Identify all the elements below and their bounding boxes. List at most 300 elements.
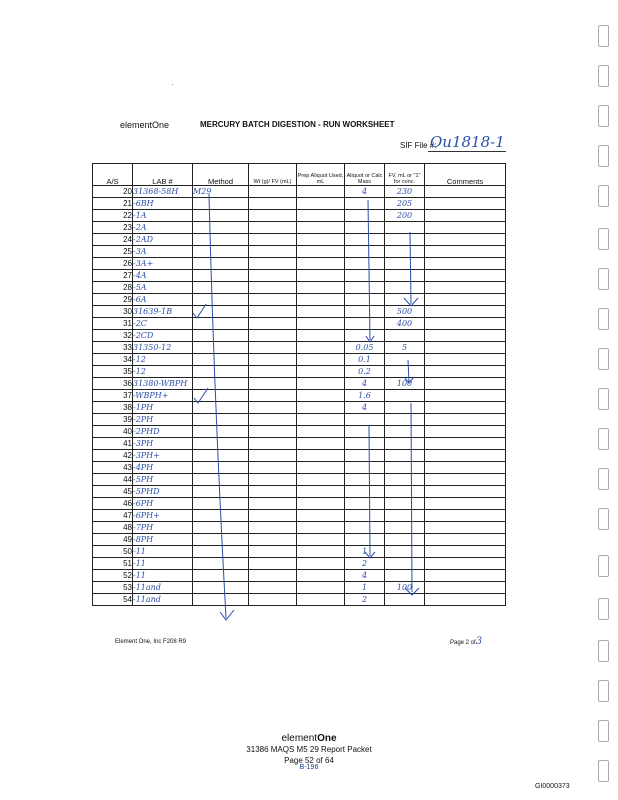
table-row	[93, 570, 506, 582]
as-cell: 51	[93, 558, 133, 570]
as-cell: 38	[93, 402, 133, 414]
as-cell: 43	[93, 462, 133, 474]
prep-cell	[297, 198, 345, 210]
comments-cell	[425, 486, 506, 498]
wt-cell	[249, 486, 297, 498]
lab-cell: -2PH	[133, 414, 193, 426]
aliquot-cell	[345, 222, 385, 234]
comments-cell	[425, 510, 506, 522]
comments-cell	[425, 186, 506, 198]
wt-cell	[249, 342, 297, 354]
binder-hole	[598, 598, 609, 620]
lab-cell: -3PH	[133, 438, 193, 450]
table-row	[93, 522, 506, 534]
as-cell: 37	[93, 390, 133, 402]
prep-cell	[297, 558, 345, 570]
table-row	[93, 366, 506, 378]
fv-cell	[385, 270, 425, 282]
fv-cell	[385, 354, 425, 366]
binder-hole	[598, 268, 609, 290]
lab-cell: -11and	[133, 582, 193, 594]
as-cell: 44	[93, 474, 133, 486]
prep-cell	[297, 594, 345, 606]
fv-cell: 100	[385, 582, 425, 594]
aliquot-cell	[345, 330, 385, 342]
method-cell	[193, 438, 249, 450]
fv-cell: 500	[385, 306, 425, 318]
lab-cell: -5PHD	[133, 486, 193, 498]
aliquot-cell	[345, 210, 385, 222]
prep-cell	[297, 570, 345, 582]
lab-cell: -5A	[133, 282, 193, 294]
fv-cell	[385, 510, 425, 522]
table-header-row	[93, 164, 506, 186]
table-row	[93, 546, 506, 558]
worksheet-title: MERCURY BATCH DIGESTION - RUN WORKSHEET	[200, 120, 395, 129]
method-cell	[193, 474, 249, 486]
prep-cell	[297, 234, 345, 246]
prep-cell	[297, 306, 345, 318]
table-row	[93, 234, 506, 246]
lab-cell: -3A	[133, 246, 193, 258]
wt-cell	[249, 246, 297, 258]
table-row	[93, 462, 506, 474]
wt-cell	[249, 402, 297, 414]
wt-cell	[249, 498, 297, 510]
fv-cell	[385, 390, 425, 402]
table-row	[93, 282, 506, 294]
wt-cell	[249, 366, 297, 378]
table-row	[93, 210, 506, 222]
comments-cell	[425, 342, 506, 354]
as-cell: 39	[93, 414, 133, 426]
fv-cell	[385, 438, 425, 450]
aliquot-cell	[345, 234, 385, 246]
col-header-wt: Wt (g)/ FV (mL)	[249, 164, 297, 186]
lab-cell: -11	[133, 546, 193, 558]
lab-cell: -6A	[133, 294, 193, 306]
method-cell	[193, 402, 249, 414]
aliquot-cell	[345, 270, 385, 282]
lab-cell: -12	[133, 366, 193, 378]
as-cell: 28	[93, 282, 133, 294]
b-number: B-196	[299, 764, 319, 771]
fv-cell	[385, 594, 425, 606]
as-cell: 50	[93, 546, 133, 558]
prep-cell	[297, 510, 345, 522]
comments-cell	[425, 258, 506, 270]
as-cell: 23	[93, 222, 133, 234]
aliquot-cell	[345, 474, 385, 486]
comments-cell	[425, 534, 506, 546]
wt-cell	[249, 198, 297, 210]
fv-cell	[385, 486, 425, 498]
method-cell	[193, 378, 249, 390]
report-packet-label: 31386 MAQS M5 29 Report Packet	[246, 745, 372, 754]
prep-cell	[297, 378, 345, 390]
aliquot-cell: 4	[345, 186, 385, 198]
aliquot-cell: 1	[345, 582, 385, 594]
method-cell	[193, 366, 249, 378]
wt-cell	[249, 270, 297, 282]
aliquot-cell: 2	[345, 594, 385, 606]
binder-hole	[598, 145, 609, 167]
wt-cell	[249, 450, 297, 462]
aliquot-cell	[345, 486, 385, 498]
page-total: 3	[475, 636, 483, 647]
as-cell: 27	[93, 270, 133, 282]
lab-cell: -1A	[133, 210, 193, 222]
lab-cell: -2AD	[133, 234, 193, 246]
prep-cell	[297, 318, 345, 330]
wt-cell	[249, 558, 297, 570]
method-cell	[193, 522, 249, 534]
table-row	[93, 294, 506, 306]
as-cell: 33	[93, 342, 133, 354]
table-row	[93, 390, 506, 402]
table-row	[93, 246, 506, 258]
wt-cell	[249, 234, 297, 246]
table-row	[93, 414, 506, 426]
aliquot-cell	[345, 498, 385, 510]
fv-cell	[385, 534, 425, 546]
method-cell	[193, 306, 249, 318]
table-row	[93, 510, 506, 522]
fv-cell	[385, 474, 425, 486]
prep-cell	[297, 354, 345, 366]
fv-cell	[385, 462, 425, 474]
table-row	[93, 486, 506, 498]
aliquot-cell: 0.2	[345, 366, 385, 378]
binder-hole	[598, 185, 609, 207]
fv-cell	[385, 426, 425, 438]
sif-underline	[428, 151, 506, 152]
packet-page-number: Page 52 of 64	[284, 756, 334, 765]
as-cell: 41	[93, 438, 133, 450]
comments-cell	[425, 546, 506, 558]
prep-cell	[297, 534, 345, 546]
table-row	[93, 594, 506, 606]
lab-cell: 31639-1B	[133, 306, 193, 318]
lab-cell: -6PH	[133, 498, 193, 510]
aliquot-cell	[345, 510, 385, 522]
worksheet-page-number	[450, 636, 482, 647]
col-header-as: A/S	[93, 164, 133, 186]
comments-cell	[425, 282, 506, 294]
as-cell: 21	[93, 198, 133, 210]
as-cell: 30	[93, 306, 133, 318]
wt-cell	[249, 258, 297, 270]
binder-hole	[598, 640, 609, 662]
fv-cell: 100	[385, 378, 425, 390]
wt-cell	[249, 294, 297, 306]
method-cell	[193, 426, 249, 438]
wt-cell	[249, 534, 297, 546]
lab-cell: -8PH	[133, 534, 193, 546]
lab-cell: -11and	[133, 594, 193, 606]
aliquot-cell: 4	[345, 570, 385, 582]
comments-cell	[425, 210, 506, 222]
fv-cell	[385, 246, 425, 258]
as-cell: 20	[93, 186, 133, 198]
table-row	[93, 330, 506, 342]
col-header-prep: Prep Aliquot Used, mL	[297, 164, 345, 186]
table-row	[93, 558, 506, 570]
prep-cell	[297, 390, 345, 402]
lab-cell: -6PH+	[133, 510, 193, 522]
comments-cell	[425, 570, 506, 582]
wt-cell	[249, 282, 297, 294]
fv-cell	[385, 570, 425, 582]
prep-cell	[297, 270, 345, 282]
table-row	[93, 378, 506, 390]
aliquot-cell	[345, 522, 385, 534]
as-cell: 52	[93, 570, 133, 582]
binder-hole	[598, 348, 609, 370]
company-logo: elementOne	[120, 120, 170, 130]
lab-cell: 31380-WBPH	[133, 378, 193, 390]
lab-cell: -3A+	[133, 258, 193, 270]
form-number: Element One, Inc F208 R9	[115, 639, 187, 645]
aliquot-cell: 0.05	[345, 342, 385, 354]
comments-cell	[425, 330, 506, 342]
method-cell	[193, 486, 249, 498]
as-cell: 42	[93, 450, 133, 462]
method-cell: M29	[193, 186, 249, 198]
wt-cell	[249, 210, 297, 222]
wt-cell	[249, 426, 297, 438]
lab-cell: -3PH+	[133, 450, 193, 462]
fv-cell	[385, 546, 425, 558]
prep-cell	[297, 474, 345, 486]
aliquot-cell: 2	[345, 558, 385, 570]
as-cell: 31	[93, 318, 133, 330]
table-row	[93, 426, 506, 438]
method-cell	[193, 570, 249, 582]
comments-cell	[425, 198, 506, 210]
method-cell	[193, 342, 249, 354]
lab-cell: -2A	[133, 222, 193, 234]
method-cell	[193, 318, 249, 330]
lab-cell: -2C	[133, 318, 193, 330]
bates-number: GI0000373	[535, 783, 570, 790]
binder-hole	[598, 228, 609, 250]
binder-hole	[598, 508, 609, 530]
footer-logo-a: element	[281, 733, 318, 744]
method-cell	[193, 390, 249, 402]
fv-cell: 400	[385, 318, 425, 330]
method-cell	[193, 234, 249, 246]
as-cell: 24	[93, 234, 133, 246]
col-header-fv: FV, mL or "1" for conc.	[385, 164, 425, 186]
aliquot-cell	[345, 198, 385, 210]
binder-hole	[598, 25, 609, 47]
aliquot-cell	[345, 306, 385, 318]
fv-cell	[385, 222, 425, 234]
comments-cell	[425, 522, 506, 534]
comments-cell	[425, 558, 506, 570]
aliquot-cell	[345, 534, 385, 546]
binder-hole	[598, 760, 609, 782]
binder-hole	[598, 308, 609, 330]
aliquot-cell: 0.1	[345, 354, 385, 366]
as-cell: 34	[93, 354, 133, 366]
method-cell	[193, 198, 249, 210]
as-cell: 32	[93, 330, 133, 342]
aliquot-cell	[345, 426, 385, 438]
fv-cell	[385, 558, 425, 570]
lab-cell: -4A	[133, 270, 193, 282]
method-cell	[193, 282, 249, 294]
table-row	[93, 258, 506, 270]
lab-cell: -12	[133, 354, 193, 366]
wt-cell	[249, 378, 297, 390]
lab-cell: -7PH	[133, 522, 193, 534]
lab-cell: -11	[133, 558, 193, 570]
fv-cell: 200	[385, 210, 425, 222]
wt-cell	[249, 510, 297, 522]
aliquot-cell: 4	[345, 378, 385, 390]
fv-cell	[385, 294, 425, 306]
scan-speck	[172, 84, 173, 85]
binder-hole	[598, 388, 609, 410]
table-row	[93, 582, 506, 594]
prep-cell	[297, 414, 345, 426]
col-header-lab: LAB #	[133, 164, 193, 186]
aliquot-cell	[345, 438, 385, 450]
binder-hole	[598, 680, 609, 702]
page-prefix: Page 2 of	[450, 640, 476, 646]
wt-cell	[249, 474, 297, 486]
method-cell	[193, 294, 249, 306]
as-cell: 54	[93, 594, 133, 606]
comments-cell	[425, 234, 506, 246]
table-row	[93, 474, 506, 486]
comments-cell	[425, 498, 506, 510]
prep-cell	[297, 282, 345, 294]
fv-cell	[385, 366, 425, 378]
table-row	[93, 186, 506, 198]
lab-cell: -1PH	[133, 402, 193, 414]
comments-cell	[425, 306, 506, 318]
as-cell: 26	[93, 258, 133, 270]
lab-cell: -4PH	[133, 462, 193, 474]
prep-cell	[297, 546, 345, 558]
comments-cell	[425, 414, 506, 426]
table-row	[93, 354, 506, 366]
comments-cell	[425, 378, 506, 390]
wt-cell	[249, 330, 297, 342]
comments-cell	[425, 474, 506, 486]
method-cell	[193, 222, 249, 234]
fv-cell: 205	[385, 198, 425, 210]
binder-hole	[598, 555, 609, 577]
wt-cell	[249, 462, 297, 474]
prep-cell	[297, 462, 345, 474]
prep-cell	[297, 438, 345, 450]
table-row	[93, 534, 506, 546]
as-cell: 48	[93, 522, 133, 534]
fv-cell	[385, 330, 425, 342]
prep-cell	[297, 522, 345, 534]
sif-file-value: Ou1818-1	[430, 133, 505, 151]
table-row	[93, 270, 506, 282]
method-cell	[193, 510, 249, 522]
comments-cell	[425, 462, 506, 474]
binder-hole	[598, 428, 609, 450]
as-cell: 47	[93, 510, 133, 522]
aliquot-cell	[345, 450, 385, 462]
as-cell: 22	[93, 210, 133, 222]
col-header-aliquot: Aliquot or Calc Mass	[345, 164, 385, 186]
aliquot-cell	[345, 294, 385, 306]
method-cell	[193, 450, 249, 462]
wt-cell	[249, 546, 297, 558]
wt-cell	[249, 186, 297, 198]
prep-cell	[297, 486, 345, 498]
method-arrow-head	[220, 610, 234, 620]
prep-cell	[297, 210, 345, 222]
method-cell	[193, 558, 249, 570]
comments-cell	[425, 582, 506, 594]
table-row	[93, 402, 506, 414]
table-row	[93, 342, 506, 354]
col-header-method: Method	[193, 164, 249, 186]
comments-cell	[425, 402, 506, 414]
aliquot-cell	[345, 318, 385, 330]
method-cell	[193, 258, 249, 270]
prep-cell	[297, 330, 345, 342]
lab-cell: -2CD	[133, 330, 193, 342]
comments-cell	[425, 438, 506, 450]
wt-cell	[249, 582, 297, 594]
table-row	[93, 198, 506, 210]
aliquot-cell	[345, 282, 385, 294]
lab-cell: -11	[133, 570, 193, 582]
binder-hole	[598, 720, 609, 742]
prep-cell	[297, 246, 345, 258]
fv-cell	[385, 498, 425, 510]
method-cell	[193, 582, 249, 594]
wt-cell	[249, 570, 297, 582]
as-cell: 49	[93, 534, 133, 546]
lab-cell: -WBPH+	[133, 390, 193, 402]
method-cell	[193, 246, 249, 258]
lab-cell: 31350-12	[133, 342, 193, 354]
prep-cell	[297, 342, 345, 354]
fv-cell: 5	[385, 342, 425, 354]
fv-cell	[385, 282, 425, 294]
comments-cell	[425, 318, 506, 330]
comments-cell	[425, 450, 506, 462]
aliquot-cell: 1	[345, 546, 385, 558]
method-cell	[193, 594, 249, 606]
comments-cell	[425, 270, 506, 282]
comments-cell	[425, 354, 506, 366]
wt-cell	[249, 522, 297, 534]
as-cell: 45	[93, 486, 133, 498]
as-cell: 29	[93, 294, 133, 306]
lab-cell: -6BH	[133, 198, 193, 210]
wt-cell	[249, 306, 297, 318]
wt-cell	[249, 414, 297, 426]
as-cell: 46	[93, 498, 133, 510]
wt-cell	[249, 390, 297, 402]
comments-cell	[425, 366, 506, 378]
aliquot-cell	[345, 258, 385, 270]
wt-cell	[249, 438, 297, 450]
table-row	[93, 222, 506, 234]
